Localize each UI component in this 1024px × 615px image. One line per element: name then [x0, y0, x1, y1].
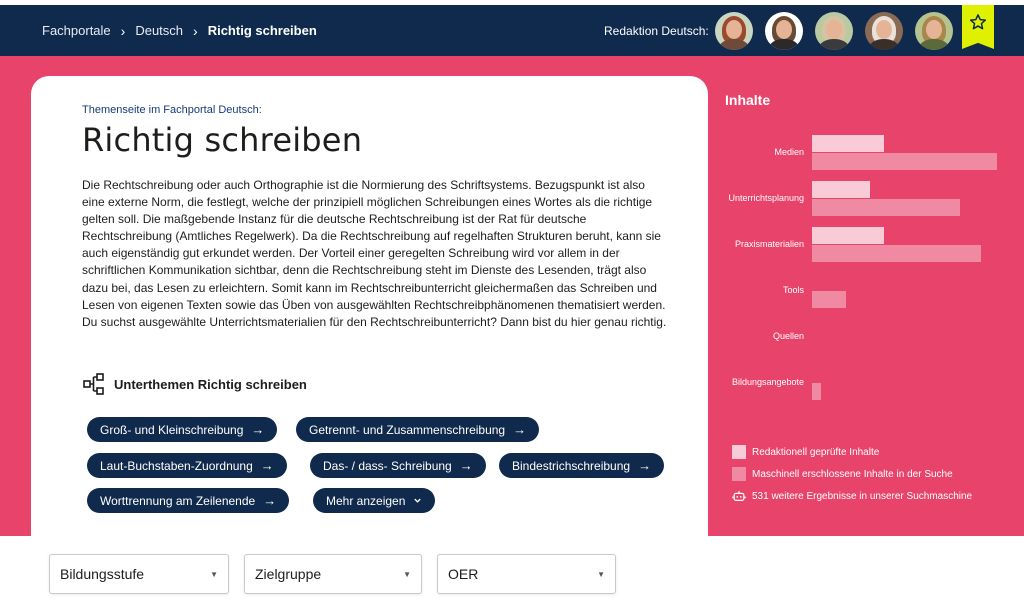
subtopic-chip[interactable] [310, 453, 486, 478]
bar-machine[interactable] [812, 153, 997, 170]
chevron-right-icon: › [120, 22, 126, 39]
subtopic-chip-label: Worttrennung am Zeilenende [100, 493, 256, 508]
category-label: Unterrichtsplanung [728, 193, 804, 203]
legend-swatch [732, 445, 746, 459]
bar-machine[interactable] [812, 199, 960, 216]
robot-icon [732, 489, 746, 503]
bookmark-star-button[interactable] [962, 5, 994, 49]
subtopics-heading [82, 372, 307, 396]
subtopics-heading-label: Unterthemen Richtig schreiben [114, 376, 307, 392]
filter-bildungsstufe[interactable] [49, 554, 229, 594]
category-label: Praxismaterialien [734, 239, 804, 249]
category-label: Tools [782, 285, 804, 295]
arrow-right-icon: → [263, 493, 277, 508]
subtopic-chip[interactable] [87, 488, 289, 513]
breadcrumb-item-deutsch[interactable]: Deutsch [135, 23, 184, 38]
avatar[interactable] [815, 12, 853, 50]
bar-reviewed[interactable] [812, 181, 870, 198]
filter-oer[interactable] [437, 554, 616, 594]
arrow-right-icon: → [513, 422, 527, 437]
bar-reviewed[interactable] [812, 227, 884, 244]
filter-label: OER [448, 566, 479, 582]
legend-label: Maschinell erschlossene Inhalte in der Suche [752, 468, 953, 480]
chevron-down-icon [413, 496, 422, 505]
category-label: Medien [774, 147, 804, 157]
page-title: Richtig schreiben [82, 121, 363, 159]
subtopic-chip-label: Laut-Buchstaben-Zuordnung [100, 458, 253, 473]
caret-down-icon: ▼ [403, 570, 411, 579]
filter-label: Bildungsstufe [60, 566, 145, 582]
filter-label: Zielgruppe [255, 566, 322, 582]
arrow-right-icon: → [260, 458, 274, 473]
subtopic-chip[interactable] [87, 417, 277, 442]
legend-item-machine [732, 467, 953, 481]
subtopic-chip[interactable] [296, 417, 539, 442]
subtopic-chip-label: Groß- und Kleinschreibung [100, 422, 244, 437]
show-more-label: Mehr anzeigen [326, 493, 406, 508]
avatar[interactable] [765, 12, 803, 50]
avatar[interactable] [915, 12, 953, 50]
arrow-right-icon: → [459, 458, 473, 473]
arrow-right-icon: → [251, 422, 265, 437]
bar-reviewed[interactable] [812, 135, 884, 152]
arrow-right-icon: → [638, 458, 652, 473]
subtopic-chip[interactable] [499, 453, 664, 478]
filter-bar [0, 536, 1024, 615]
breadcrumb-item-fachportale[interactable]: Fachportale [42, 23, 111, 38]
legend-item-reviewed [732, 445, 879, 459]
category-label: Bildungsangebote [731, 377, 804, 387]
star-icon [969, 13, 987, 31]
legend-swatch [732, 467, 746, 481]
sitemap-icon [82, 372, 106, 396]
subtopic-chip[interactable] [87, 453, 287, 478]
bar-machine[interactable] [812, 291, 846, 308]
topic-intro: Die Rechtschreibung oder auch Orthographie ist die Normierung des Schriftsystems. Bezugspunkt ist also eine externe Norm, die festlegt, welche der prinzipiell möglichen Schreibungen eines Wortes als die richtige gelten soll. Die maßgebende Instanz für die deutsche Rechtschreibung ist der Rat für deutsche Rechtschreibung (Amtliches Regelwerk). Da die Rechtschreibung auf regelhaften Strukturen beruht, kann sie auch eigenständig gut erkundet werden. Der Vorteil einer geregelten Schreibung wird vor allem in der schriftlichen Kommunikation sichtbar, denn die Rechtschreibung steht im Dienste des Lesenden, trägt also dazu bei, das Lesen zu erleichtern. Somit kann im Rechtschreibunterricht gleichermaßen das Schreiben und Lesen von eigenen Texten sowie das Üben von ausgewählten Rechtschreibphänomenen thematisiert werden. Du suchst ausgewählte Unterrichtsmaterialien für den Rechtschreibunterricht? Dann bist du hier genau richtig. [82, 178, 667, 329]
top-bar [0, 5, 1024, 56]
caret-down-icon: ▼ [597, 570, 605, 579]
breadcrumb-current: Richtig schreiben [207, 23, 317, 38]
topic-kicker: Themenseite im Fachportal Deutsch: [82, 104, 262, 116]
chevron-right-icon: › [193, 22, 198, 39]
subtopic-chip-label: Das- / dass- Schreibung [323, 458, 452, 473]
avatar[interactable] [715, 12, 753, 50]
legend-label: Redaktionell geprüfte Inhalte [752, 446, 880, 458]
legend-label: 531 weitere Ergebnisse in unserer Suchmaschine [752, 490, 973, 502]
breadcrumb [42, 5, 317, 56]
bar-machine[interactable] [812, 383, 821, 400]
legend-item-search-results[interactable] [732, 489, 972, 503]
redaktion-label: Redaktion Deutsch: [604, 23, 709, 38]
caret-down-icon: ▼ [210, 570, 218, 579]
category-label: Quellen [772, 331, 804, 341]
topic-card [31, 76, 708, 546]
sidebar-title: Inhalte [725, 92, 771, 108]
filter-zielgruppe[interactable] [244, 554, 422, 594]
bar-machine[interactable] [812, 245, 981, 262]
subtopic-chip-label: Bindestrichschreibung [512, 458, 631, 473]
show-more-button[interactable] [313, 488, 435, 513]
avatar[interactable] [865, 12, 903, 50]
subtopic-chip-label: Getrennt- und Zusammenschreibung [309, 422, 506, 437]
